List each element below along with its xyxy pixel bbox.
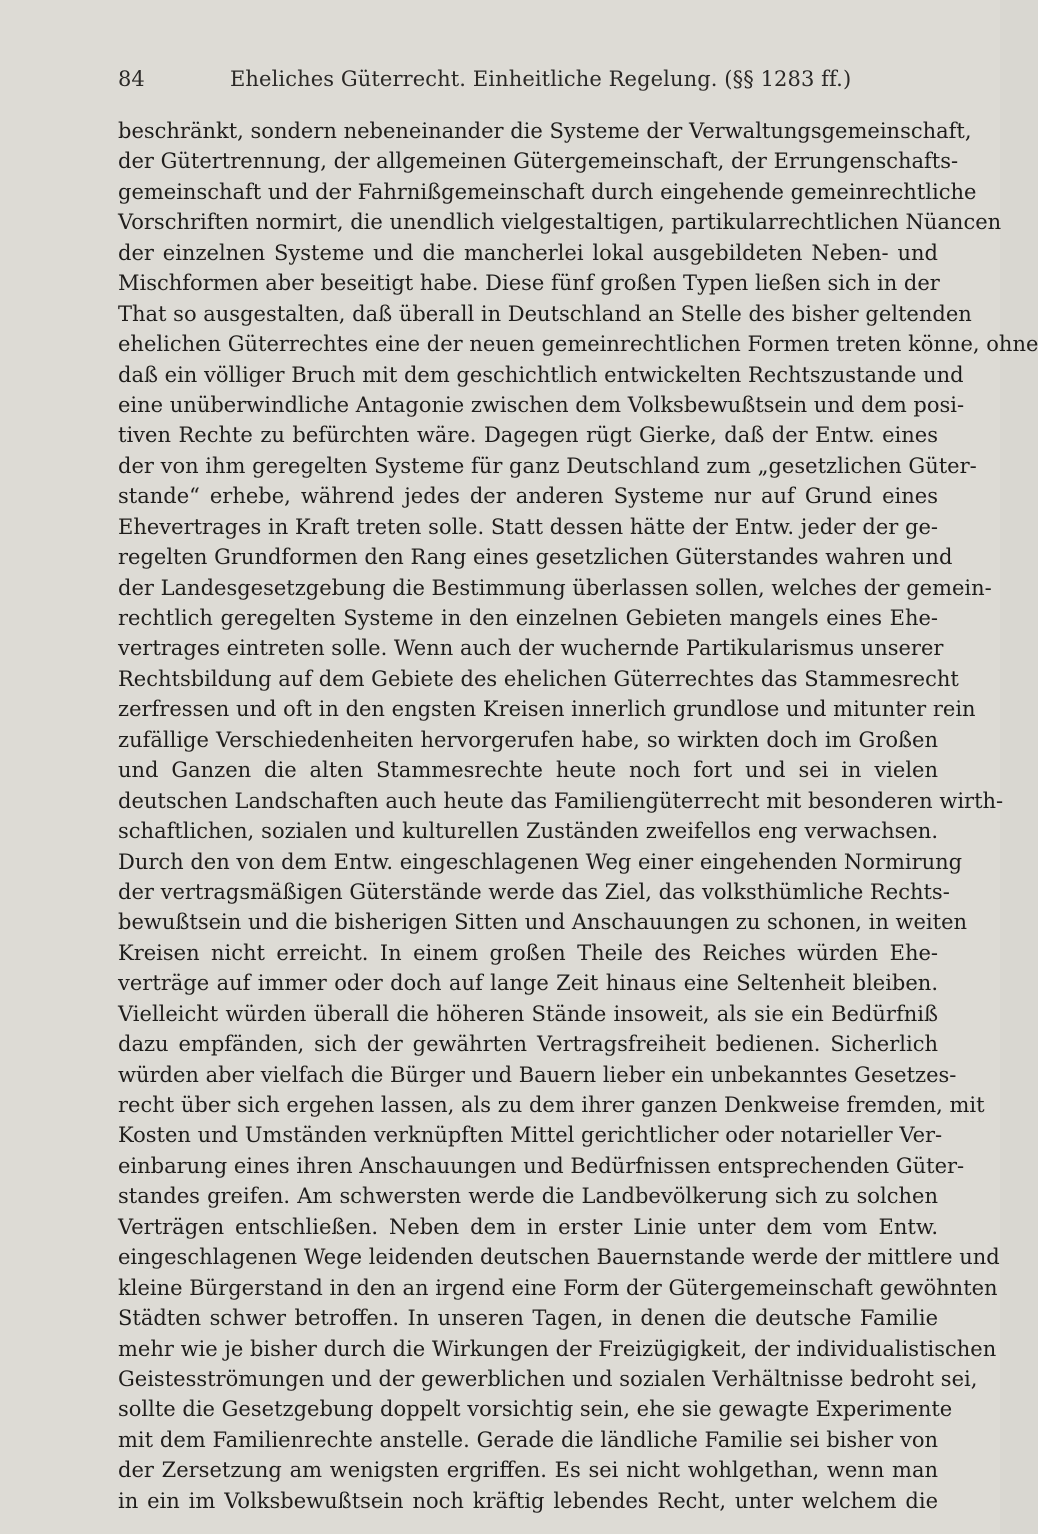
text-line: schaftlichen, sozialen und kulturellen Zuständen zweifellos eng verwachsen. (118, 819, 938, 844)
text-line: Kreisen nicht erreicht. In einem großen Theile des Reiches würden Ehe- (118, 940, 938, 965)
running-head: Eheliches Güterrecht. Einheitliche Regelung. (§§ 1283 ff.) (230, 67, 852, 91)
text-line: Städten schwer betroffen. In unseren Tagen, in denen die deutsche Familie (118, 1306, 938, 1331)
text-line: standes greifen. Am schwersten werde die Landbevölkerung sich zu solchen (118, 1184, 938, 1209)
text-line: eingeschlagenen Wege leidenden deutschen Bauernstande werde der mittlere und (118, 1245, 1000, 1270)
text-line: zerfressen und oft in den engsten Kreisen innerlich grundlose und mitunter rein (118, 697, 976, 722)
text-line: und Ganzen die alten Stammesrechte heute noch fort und sei in vielen (118, 758, 938, 783)
text-line: Vorschriften normirt, die unendlich vielgestaltigen, partikularrechtlichen Nüancen (118, 210, 1002, 235)
text-line: verträge auf immer oder doch auf lange Zeit hinaus eine Seltenheit bleiben. (118, 971, 938, 996)
text-line: der Gütertrennung, der allgemeinen Gütergemeinschaft, der Errungenschafts- (118, 149, 959, 174)
text-line: mit dem Familienrechte anstelle. Gerade die ländliche Familie sei bisher von (118, 1427, 938, 1452)
text-line: beschränkt, sondern nebeneinander die Systeme der Verwaltungsgemeinschaft, (118, 119, 972, 143)
text-line: in ein im Volksbewußtsein noch kräftig lebendes Recht, unter welchem die (118, 1488, 938, 1513)
text-line: Durch den von dem Entw. eingeschlagenen Weg einer eingehenden Normirung (118, 849, 963, 874)
text-line: Vielleicht würden überall die höheren Stände insoweit, als sie ein Bedürfniß (118, 1001, 938, 1026)
text-line: bewußtsein und die bisherigen Sitten und Anschauungen zu schonen, in weiten (118, 910, 968, 935)
text-line: der Landesgesetzgebung die Bestimmung überlassen sollen, welches der gemein- (118, 575, 992, 600)
text-line: mehr wie je bisher durch die Wirkungen der Freizügigkeit, der individualistischen (118, 1336, 997, 1361)
text-line: That so ausgestalten, daß überall in Deutschland an Stelle des bisher geltenden (118, 301, 972, 326)
page-number: 84 (118, 67, 145, 91)
text-line: tiven Rechte zu befürchten wäre. Dagegen rügt Gierke, daß der Entw. eines (118, 423, 938, 448)
text-line: dazu empfänden, sich der gewährten Vertragsfreiheit bedienen. Sicherlich (118, 1032, 938, 1057)
text-line: recht über sich ergehen lassen, als zu dem ihrer ganzen Denkweise fremden, mit (118, 1093, 985, 1117)
body-text (118, 116, 1038, 1516)
text-line: Mischformen aber beseitigt habe. Diese fünf großen Typen ließen sich in der (118, 271, 940, 296)
text-line: vertrages eintreten solle. Wenn auch der wuchernde Partikularismus unserer (118, 636, 944, 661)
page-header (118, 62, 852, 96)
text-line: Verträgen entschließen. Neben dem in erster Linie unter dem vom Entw. (118, 1214, 938, 1239)
text-line: würden aber vielfach die Bürger und Bauern lieber ein unbekanntes Gesetzes- (118, 1062, 957, 1087)
text-line: Ehevertrages in Kraft treten solle. Statt dessen hätte der Entw. jeder der ge- (118, 514, 938, 539)
text-line: einbarung eines ihren Anschauungen und Bedürfnissen entsprechenden Güter- (118, 1153, 965, 1178)
text-line: der Zersetzung am wenigsten ergriffen. Es sei nicht wohlgethan, wenn man (118, 1458, 938, 1483)
text-line: deutschen Landschaften auch heute das Familiengüterrecht mit besonderen wirth- (118, 788, 1004, 813)
text-line: sollte die Gesetzgebung doppelt vorsichtig sein, ehe sie gewagte Experimente (118, 1397, 953, 1422)
text-line: zufällige Verschiedenheiten hervorgerufen habe, so wirkten doch im Großen (118, 727, 938, 752)
text-line: rechtlich geregelten Systeme in den einzelnen Gebieten mangels eines Ehe- (118, 606, 938, 630)
text-line: der von ihm geregelten Systeme für ganz Deutschland zum „gesetzlichen Güter- (118, 453, 977, 478)
text-line: stande“ erhebe, während jedes der anderen Systeme nur auf Grund eines (118, 484, 938, 509)
text-line: regelten Grundformen den Rang eines gesetzlichen Güterstandes wahren und (118, 545, 953, 570)
text-line: daß ein völliger Bruch mit dem geschichtlich entwickelten Rechtszustande und (118, 362, 964, 387)
text-line: der einzelnen Systeme und die mancherlei lokal ausgebildeten Neben- und (118, 240, 938, 265)
text-line: kleine Bürgerstand in den an irgend eine Form der Gütergemeinschaft gewöhnten (118, 1275, 998, 1300)
text-line: gemeinschaft und der Fahrnißgemeinschaft durch eingehende gemeinrechtliche (118, 179, 977, 204)
text-line: ehelichen Güterrechtes eine der neuen gemeinrechtlichen Formen treten könne, ohne (118, 332, 1038, 357)
text-line: Kosten und Umständen verknüpften Mittel gerichtlicher oder notarieller Ver- (118, 1123, 943, 1148)
text-line: Rechtsbildung auf dem Gebiete des ehelichen Güterrechtes das Stammesrecht (118, 666, 959, 691)
text-line: der vertragsmäßigen Güterstände werde das Ziel, das volksthümliche Rechts- (118, 879, 950, 904)
text-line: eine unüberwindliche Antagonie zwischen dem Volksbewußtsein und dem posi- (118, 392, 965, 417)
text-line: Geistesströmungen und der gewerblichen und sozialen Verhältnisse bedroht sei, (118, 1366, 978, 1391)
